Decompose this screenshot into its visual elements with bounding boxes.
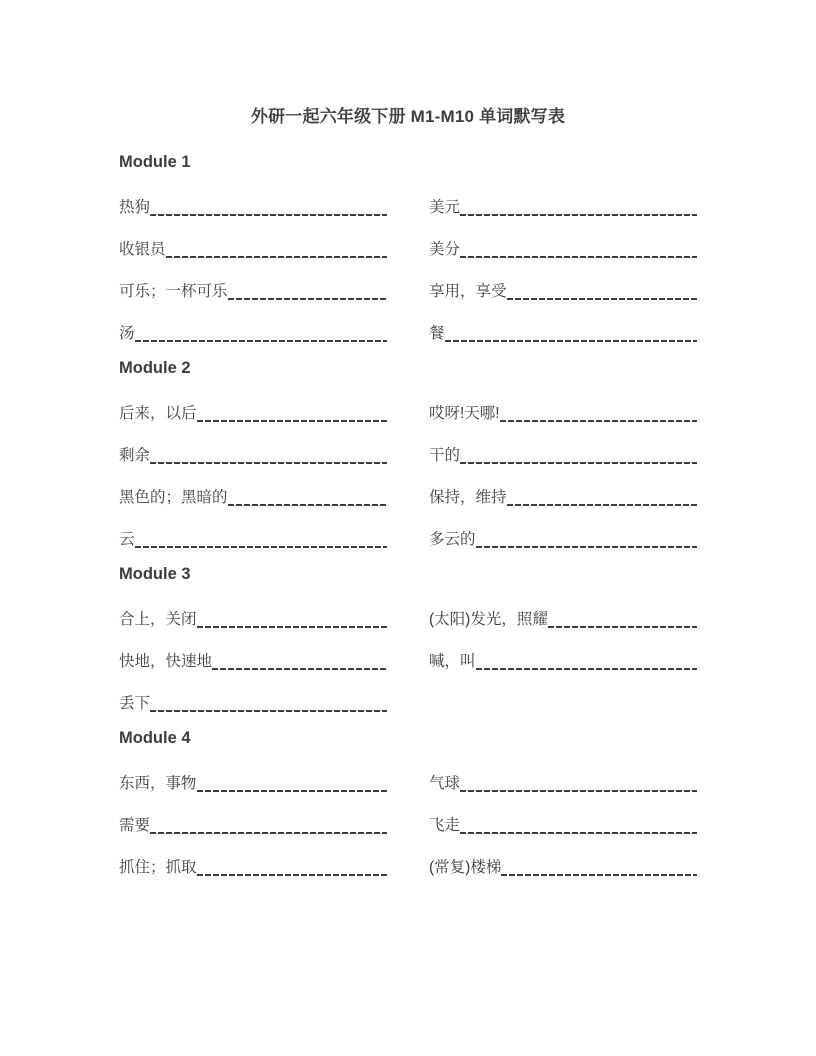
vocab-label: 需要: [119, 817, 151, 834]
answer-blank-line[interactable]: [135, 340, 387, 342]
answer-blank-line[interactable]: [507, 298, 697, 300]
answer-blank-line[interactable]: [197, 420, 387, 422]
answer-blank-line[interactable]: [476, 546, 697, 548]
vocab-label: 哎呀!天哪!: [429, 405, 500, 422]
vocab-entry: [429, 282, 697, 302]
answer-blank-line[interactable]: [150, 832, 387, 834]
module-header: Module 4: [119, 729, 191, 747]
vocab-label: (太阳)发光，照耀: [429, 611, 548, 628]
answer-blank-line[interactable]: [197, 790, 387, 792]
vocab-label: 可乐；一杯可乐: [119, 283, 228, 300]
answer-blank-line[interactable]: [548, 626, 697, 628]
answer-blank-line[interactable]: [228, 298, 387, 300]
vocab-entry: [119, 774, 387, 794]
module-section-4: [119, 728, 697, 878]
vocab-label: 云: [119, 531, 135, 548]
module-header: Module 2: [119, 359, 191, 377]
vocab-entry: [429, 488, 697, 508]
vocab-rows: [119, 404, 697, 550]
vocab-entry: [119, 446, 387, 466]
module-section-3: [119, 564, 697, 714]
vocab-label: 气球: [429, 775, 461, 792]
answer-blank-line[interactable]: [197, 626, 387, 628]
vocab-label: 合上，关闭: [119, 611, 197, 628]
vocab-label: 餐: [429, 325, 445, 342]
answer-blank-line[interactable]: [150, 214, 387, 216]
vocab-label: 美元: [429, 199, 461, 216]
vocab-label: 美分: [429, 241, 461, 258]
vocab-rows: [119, 610, 697, 714]
vocab-label: 保持，维持: [429, 489, 507, 506]
answer-blank-line[interactable]: [507, 504, 697, 506]
vocab-entry: [429, 198, 697, 218]
vocab-entry: [429, 530, 697, 550]
vocab-entry: [119, 324, 387, 344]
answer-blank-line[interactable]: [460, 462, 697, 464]
vocab-entry: [429, 816, 697, 836]
answer-blank-line[interactable]: [460, 214, 697, 216]
vocab-entry: [119, 198, 387, 218]
vocab-label: 快地，快速地: [119, 653, 213, 670]
vocab-label: 享用，享受: [429, 283, 507, 300]
vocab-label: 剩余: [119, 447, 151, 464]
vocab-label: 飞走: [429, 817, 461, 834]
answer-blank-line[interactable]: [460, 832, 697, 834]
vocab-rows: [119, 774, 697, 878]
answer-blank-line[interactable]: [445, 340, 697, 342]
module-header: Module 1: [119, 153, 191, 171]
vocab-entry: [429, 610, 697, 630]
answer-blank-line[interactable]: [501, 874, 697, 876]
vocab-label: 热狗: [119, 199, 151, 216]
module-section-2: [119, 358, 697, 550]
vocab-entry: [429, 324, 697, 344]
vocab-entry: [119, 610, 387, 630]
answer-blank-line[interactable]: [460, 790, 697, 792]
answer-blank-line[interactable]: [150, 462, 387, 464]
answer-blank-line[interactable]: [228, 504, 387, 506]
vocab-entry: [119, 240, 387, 260]
vocab-label: 收银员: [119, 241, 166, 258]
vocab-label: 汤: [119, 325, 135, 342]
empty-cell: [429, 694, 697, 714]
vocab-label: 多云的: [429, 531, 476, 548]
answer-blank-line[interactable]: [500, 420, 697, 422]
vocab-entry: [429, 446, 697, 466]
page-title: 外研一起六年级下册 M1-M10 单词默写表: [250, 107, 566, 126]
answer-blank-line[interactable]: [212, 668, 387, 670]
answer-blank-line[interactable]: [166, 256, 387, 258]
vocab-entry: [429, 652, 697, 672]
module-section-1: [119, 152, 697, 344]
vocab-label: 东西，事物: [119, 775, 197, 792]
vocab-entry: [119, 488, 387, 508]
document-content: [119, 107, 697, 892]
vocab-entry: [429, 240, 697, 260]
answer-blank-line[interactable]: [150, 710, 387, 712]
vocab-rows: [119, 198, 697, 344]
vocab-entry: [119, 816, 387, 836]
vocab-entry: [429, 774, 697, 794]
module-header: Module 3: [119, 565, 191, 583]
vocab-entry: [119, 652, 387, 672]
vocab-label: (常复)楼梯: [429, 859, 502, 876]
vocab-label: 后来，以后: [119, 405, 197, 422]
answer-blank-line[interactable]: [460, 256, 697, 258]
vocab-entry: [119, 404, 387, 424]
answer-blank-line[interactable]: [476, 668, 697, 670]
vocab-label: 丢下: [119, 695, 151, 712]
answer-blank-line[interactable]: [135, 546, 387, 548]
vocab-entry: [119, 858, 387, 878]
vocab-entry: [119, 530, 387, 550]
vocab-entry: [429, 404, 697, 424]
answer-blank-line[interactable]: [197, 874, 387, 876]
vocab-label: 黑色的；黑暗的: [119, 489, 228, 506]
vocab-entry: [119, 694, 387, 714]
vocab-label: 干的: [429, 447, 461, 464]
vocab-label: 喊，叫: [429, 653, 476, 670]
vocab-entry: [429, 858, 697, 878]
vocab-entry: [119, 282, 387, 302]
modules-container: [119, 152, 697, 878]
vocab-label: 抓住；抓取: [119, 859, 197, 876]
